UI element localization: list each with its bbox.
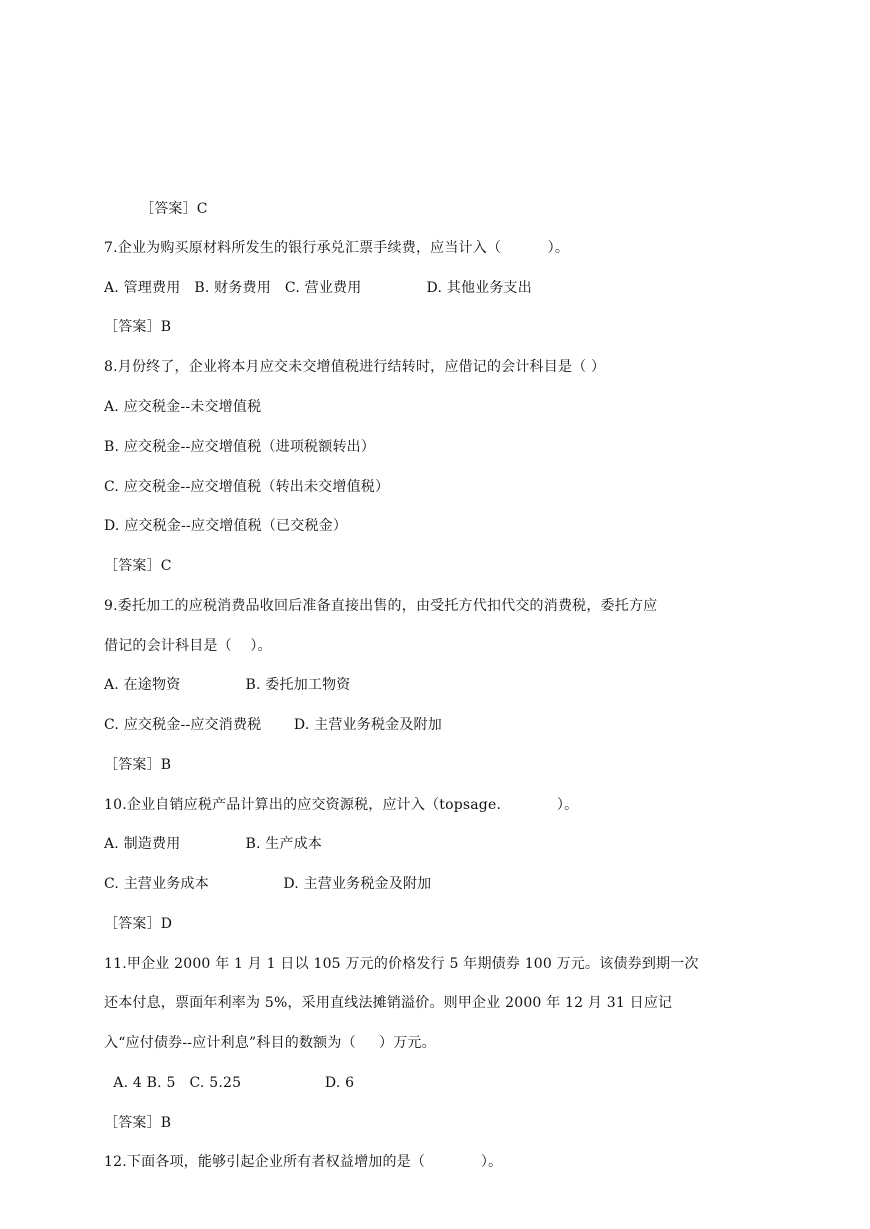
option-q8-c: C. 应交税金--应交增值税（转出未交增值税） (104, 479, 390, 495)
question-12: 12.下面各项，能够引起企业所有者权益增加的是（ ）。 (104, 1154, 503, 1170)
options-q9-cd: C. 应交税金--应交消费税 D. 主营业务税金及附加 (104, 717, 442, 733)
question-11-line-3: 入“应付债券--应计利息”科目的数额为（ ）万元。 (104, 1035, 436, 1051)
options-q10-cd: C. 主营业务成本 D. 主营业务税金及附加 (104, 876, 432, 892)
option-q8-b: B. 应交税金--应交增值税（进项税额转出） (104, 439, 376, 455)
options-q11: A. 4 B. 5 C. 5.25 D. 6 (104, 1075, 355, 1091)
question-10: 10.企业自销应税产品计算出的应交资源税，应计入（topsage. ）。 (104, 797, 579, 813)
options-q10-ab: A. 制造费用 B. 生产成本 (104, 836, 323, 852)
options-q9-ab: A. 在途物资 B. 委托加工物资 (104, 677, 351, 693)
answer-q8: ［答案］C (104, 558, 172, 574)
option-q8-a: A. 应交税金--未交增值税 (104, 399, 262, 415)
answer-q9: ［答案］B (104, 757, 172, 773)
question-8: 8.月份终了，企业将本月应交未交增值税进行结转时，应借记的会计科目是（ ） (104, 359, 606, 375)
question-11-line-1: 11.甲企业 2000 年 1 月 1 日以 105 万元的价格发行 5 年期债券 100 万元。该债券到期一次 (104, 956, 699, 972)
answer-q11: ［答案］B (104, 1115, 172, 1131)
answer-q6: ［答案］C (140, 201, 208, 217)
question-7: 7.企业为购买原材料所发生的银行承兑汇票手续费，应当计入（ ）。 (104, 240, 570, 256)
options-q7: A. 管理费用 B. 财务费用 C. 营业费用 D. 其他业务支出 (104, 280, 532, 296)
question-9-line-1: 9.委托加工的应税消费品收回后准备直接出售的，由受托方代扣代交的消费税，委托方应 (104, 598, 658, 614)
answer-q7: ［答案］B (104, 319, 172, 335)
question-11-line-2: 还本付息，票面年利率为 5%，采用直线法摊销溢价。则甲企业 2000 年 12 月 31 日应记 (104, 995, 673, 1011)
question-9-line-2: 借记的会计科目是（ ）。 (104, 638, 272, 654)
answer-q10: ［答案］D (104, 916, 173, 932)
option-q8-d: D. 应交税金--应交增值税（已交税金） (104, 518, 348, 534)
